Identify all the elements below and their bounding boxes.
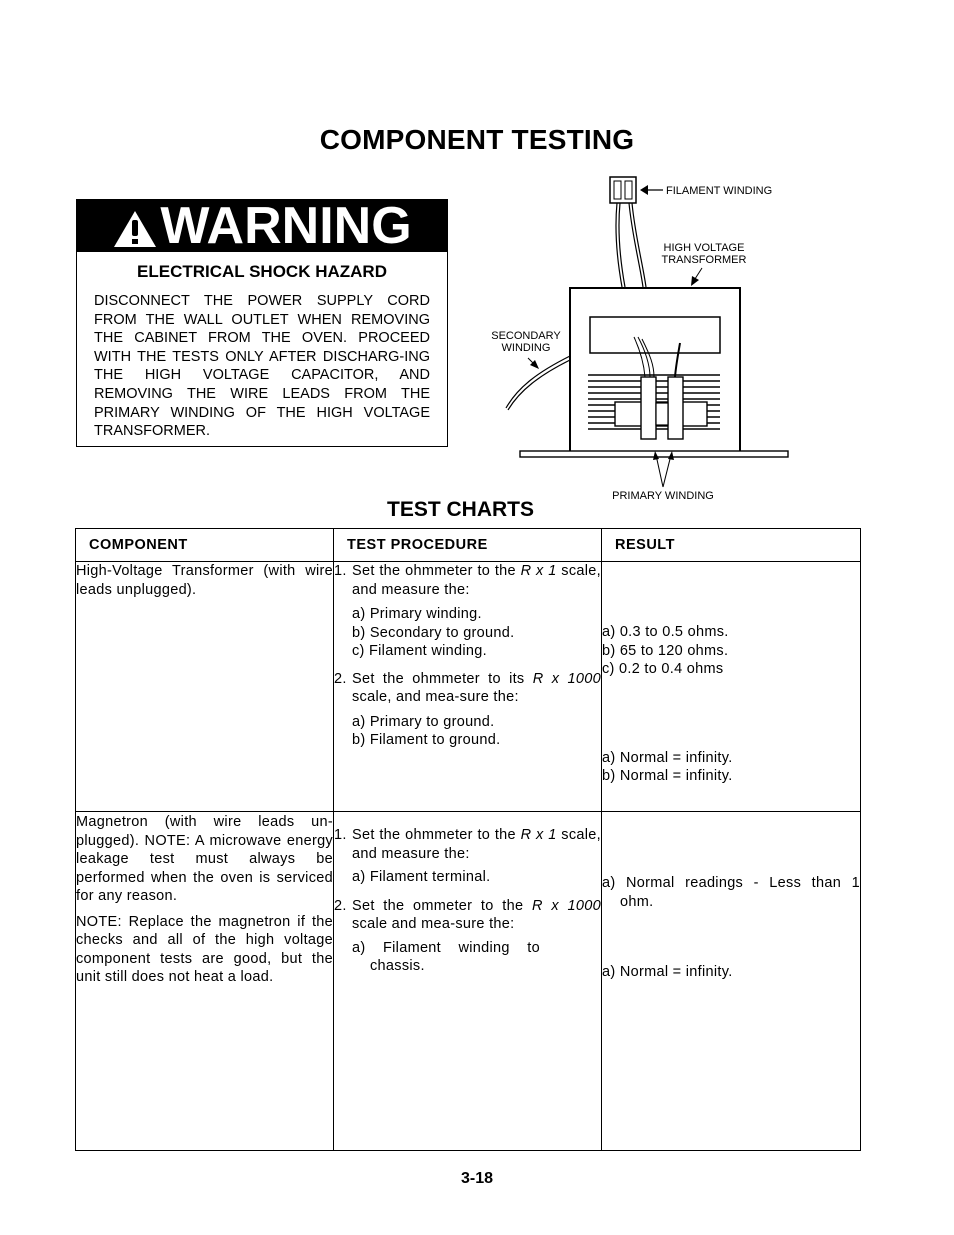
test-charts-title: TEST CHARTS <box>387 498 534 521</box>
procedure-cell <box>334 812 602 1151</box>
step-text: Set the ommeter to the <box>352 897 532 914</box>
result-line: b) Normal = infinity. <box>602 768 733 784</box>
step-text: Set the ohmmeter to its <box>352 670 533 687</box>
page-title: COMPONENT TESTING <box>319 124 635 155</box>
table-header-row <box>76 529 861 562</box>
transformer-diagram <box>480 165 800 510</box>
sub-steps <box>334 605 601 661</box>
result-line: a) 0.3 to 0.5 ohms. <box>602 624 729 640</box>
result-line: a) Normal = infinity. <box>602 749 733 766</box>
page-number: 3-18 <box>460 1170 494 1187</box>
result-cell <box>602 812 861 1151</box>
component-text: Magnetron (with wire leads un-plugged). NOTE: A microwave energy leakage test must always be performed when the oven is serviced for any reason. <box>76 814 333 904</box>
result-line: c) 0.2 to 0.4 ohms <box>602 661 724 677</box>
step-number: 1. <box>334 563 347 579</box>
scale-text: R x 1000 <box>531 897 602 914</box>
component-cell <box>76 812 334 1151</box>
procedure-step <box>334 826 601 863</box>
hazard-heading: ELECTRICAL SHOCK HAZARD <box>137 262 387 281</box>
hv-transformer-label-2: TRANSFORMER <box>661 254 747 266</box>
step-number: 2. <box>334 670 347 687</box>
header-component: COMPONENT <box>76 529 334 562</box>
component-text: High-Voltage Transformer (with wire leads unplugged). <box>76 563 333 598</box>
sub-step: b) Secondary to ground. <box>352 624 515 641</box>
warning-text: DISCONNECT THE POWER SUPPLY CORD FROM THE WALL OUTLET WHEN REMOVING THE CABINET FROM THE OVEN. PROCEED WITH THE TESTS ONLY AFTER DISCHARG-ING THE HIGH VOLTAGE CAPACITOR, AND REMOVING THE WIRE LEADS FROM THE PRIMARY WINDING OF THE HIGH VOLTAGE TRANSFORMER. <box>94 293 430 440</box>
step-text: Set the ohmmeter to the <box>352 563 521 579</box>
step-number: 1. <box>334 827 347 843</box>
filament-winding-label: FILAMENT WINDING <box>666 185 773 197</box>
step-text: scale, and measure the: <box>352 827 601 862</box>
step-text: scale, and mea-sure the: <box>352 689 519 705</box>
scale-text: R x 1 <box>520 827 557 843</box>
procedure-step <box>334 670 601 707</box>
component-cell <box>76 562 334 812</box>
step-text: scale, and measure the: <box>352 563 601 598</box>
scale-text: R x 1000 <box>532 670 601 687</box>
sub-steps <box>334 713 601 750</box>
sub-steps <box>334 868 601 887</box>
warning-word: WARNING <box>160 197 412 255</box>
step-number: 2. <box>334 897 347 914</box>
procedure-step <box>334 897 601 934</box>
result-line: a) Normal = infinity. <box>602 964 733 980</box>
table-row <box>76 562 861 812</box>
sub-step: a) Filament winding to chassis. <box>352 939 540 974</box>
component-note: NOTE: Replace the magnetron if the checks and all of the high voltage component tests are good, but the unit still does not heat a load. <box>76 913 333 985</box>
result-line: b) 65 to 120 ohms. <box>602 642 729 659</box>
header-result: RESULT <box>602 529 861 562</box>
sub-step: a) Primary to ground. <box>352 713 495 730</box>
warning-banner <box>77 197 447 255</box>
sub-step: a) Primary winding. <box>352 606 482 622</box>
sub-step: c) Filament winding. <box>352 643 487 659</box>
secondary-winding-label-1: SECONDARY <box>491 330 561 342</box>
step-text: Set the ohmmeter to the <box>352 827 521 843</box>
primary-winding-label: PRIMARY WINDING <box>612 490 714 502</box>
sub-step: a) Filament terminal. <box>352 869 491 885</box>
warning-box <box>76 199 448 447</box>
header-test-procedure: TEST PROCEDURE <box>334 529 602 562</box>
warning-triangle-icon <box>112 206 158 258</box>
result-cell <box>602 562 861 812</box>
sub-step: b) Filament to ground. <box>352 732 501 748</box>
hv-transformer-label-1: HIGH VOLTAGE <box>663 242 745 254</box>
procedure-cell <box>334 562 602 812</box>
step-text: scale and mea-sure the: <box>352 916 515 932</box>
result-line: a) Normal readings - Less than 1 ohm. <box>602 875 860 910</box>
scale-text: R x 1 <box>520 563 557 579</box>
procedure-step <box>334 562 601 599</box>
table-row <box>76 812 861 1151</box>
secondary-winding-label-2: WINDING <box>501 342 551 354</box>
sub-steps <box>334 939 601 976</box>
test-chart-table <box>75 528 861 1151</box>
